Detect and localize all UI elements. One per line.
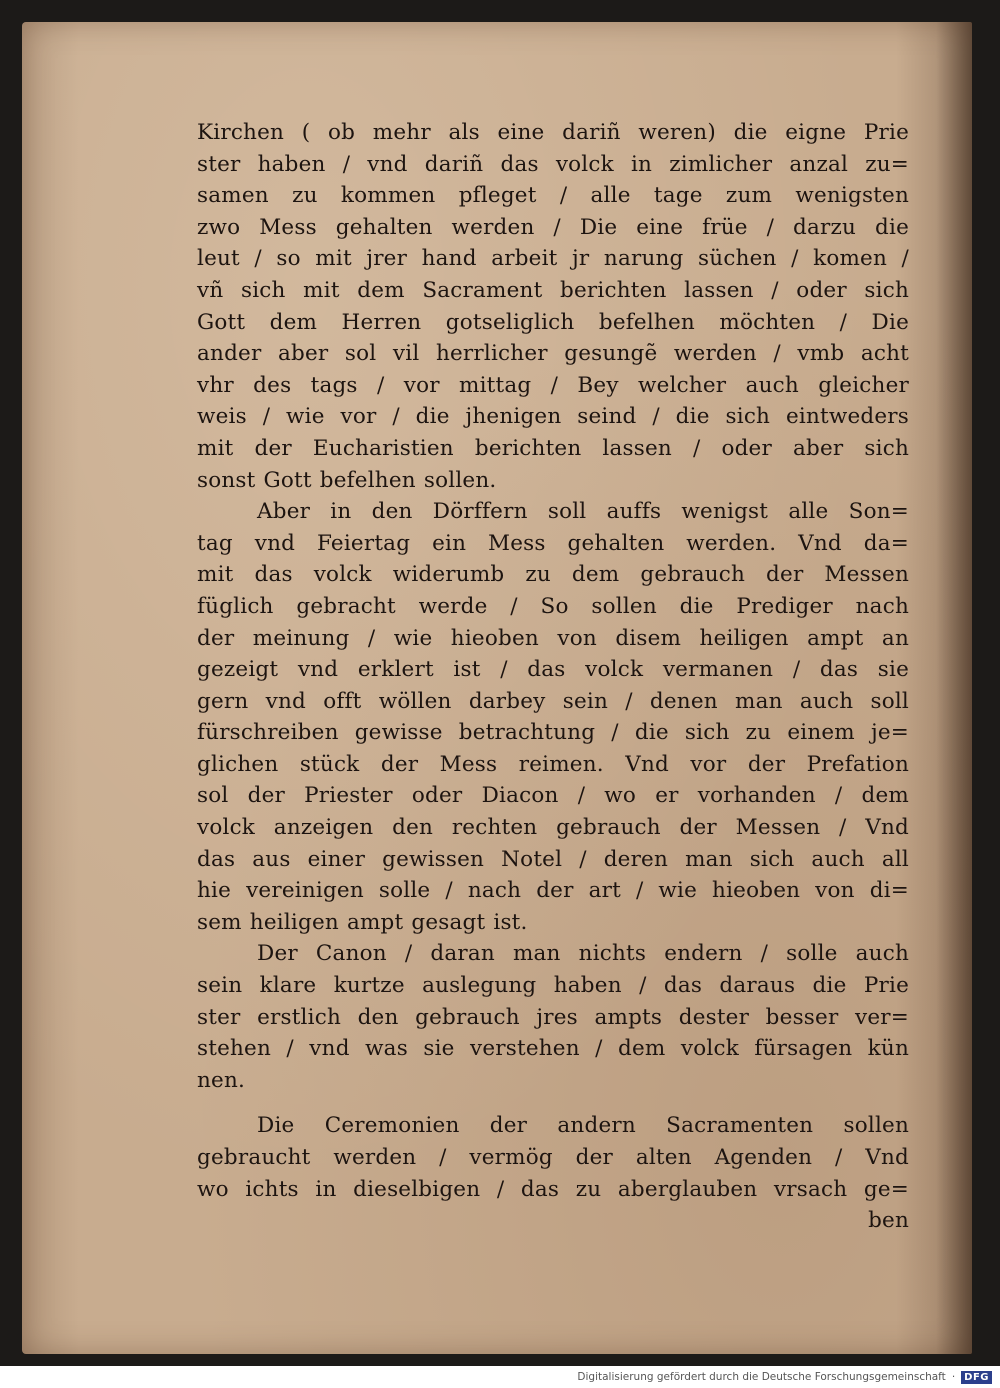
text-line: vñ sich mit dem Sacrament berichten lassen / oder sich xyxy=(197,277,909,303)
text-line: sonst Gott befelhen sollen. xyxy=(197,467,497,493)
text-line: leut / so mit jrer hand arbeit jr narung süchen / komen / xyxy=(197,246,909,272)
catchword: ben xyxy=(868,1208,909,1234)
text-line: ster erstlich den gebrauch jres ampts dester besser ver= xyxy=(197,1004,909,1030)
text-line: tag vnd Feiertag ein Mess gehalten werden. Vnd da= xyxy=(197,530,909,556)
text-line: vhr des tags / vor mittag / Bey welcher auch gleicher xyxy=(197,372,909,398)
text-line: fürschreiben gewisse betrachtung / die sich zu einem je= xyxy=(197,720,909,746)
text-line: ander aber sol vil herrlicher gesungẽ werden / vmb acht xyxy=(197,341,909,367)
text-line: Die Ceremonien der andern Sacramenten sollen xyxy=(257,1113,909,1139)
text-line: Kirchen ( ob mehr als eine dariñ weren) die eigne Prie xyxy=(197,120,909,145)
text-line: mit das volck widerumb zu dem gebrauch der Messen xyxy=(197,562,909,588)
text-line: sein klare kurtze auslegung haben / das daraus die Prie xyxy=(197,973,909,999)
gutter-shadow xyxy=(936,22,972,1354)
dfg-logo[interactable]: DFG xyxy=(961,1371,992,1384)
text-line: Gott dem Herren gotseliglich befelhen möchten / Die xyxy=(197,309,909,335)
funding-footer xyxy=(0,1366,1000,1388)
text-line: wo ichts in dieselbigen / das zu aberglauben vrsach ge= xyxy=(197,1176,909,1202)
text-line: weis / wie vor / die jhenigen seind / die sich eintweders xyxy=(197,404,909,430)
text-line: mit der Eucharistien berichten lassen / oder aber sich xyxy=(197,435,909,461)
text-line: Aber in den Dörffern soll auffs wenigst alle Son= xyxy=(257,499,909,525)
text-line: füglich gebracht werde / So sollen die Prediger nach xyxy=(197,593,909,619)
footer-separator: · xyxy=(951,1371,956,1383)
paragraph-gap xyxy=(197,1096,909,1110)
text-line: gezeigt vnd erklert ist / das volck vermanen / das sie xyxy=(197,657,909,683)
book-page xyxy=(22,22,972,1354)
text-line: samen zu kommen pfleget / alle tage zum wenigsten xyxy=(197,183,909,209)
text-line: das aus einer gewissen Notel / deren man sich auch all xyxy=(197,846,909,872)
text-line: stehen / vnd was sie verstehen / dem volck fürsagen kün xyxy=(197,1036,909,1062)
text-line: volck anzeigen den rechten gebrauch der Messen / Vnd xyxy=(197,815,909,841)
text-line: gebraucht werden / vermög der alten Agenden / Vnd xyxy=(197,1145,909,1170)
text-line: glichen stück der Mess reimen. Vnd vor der Prefation xyxy=(197,751,909,777)
text-line: gern vnd offt wöllen darbey sein / denen man auch soll xyxy=(197,688,909,714)
text-line: der meinung / wie hieoben von disem heiligen ampt an xyxy=(197,625,909,651)
text-line: sem heiligen ampt gesagt ist. xyxy=(197,909,528,935)
text-line: hie vereinigen solle / nach der art / wie hieoben von di= xyxy=(197,878,909,904)
text-line: ster haben / vnd dariñ das volck in zimlicher anzal zu= xyxy=(197,151,909,177)
text-line: sol der Priester oder Diacon / wo er vorhanden / dem xyxy=(197,783,909,809)
text-line: zwo Mess gehalten werden / Die eine früe / darzu die xyxy=(197,214,909,240)
page-text xyxy=(197,117,909,1237)
funding-credit: Digitalisierung gefördert durch die Deutsche Forschungsgemeinschaft xyxy=(577,1371,946,1383)
text-line: nen. xyxy=(197,1067,246,1093)
text-line: Der Canon / daran man nichts endern / solle auch xyxy=(257,941,909,967)
